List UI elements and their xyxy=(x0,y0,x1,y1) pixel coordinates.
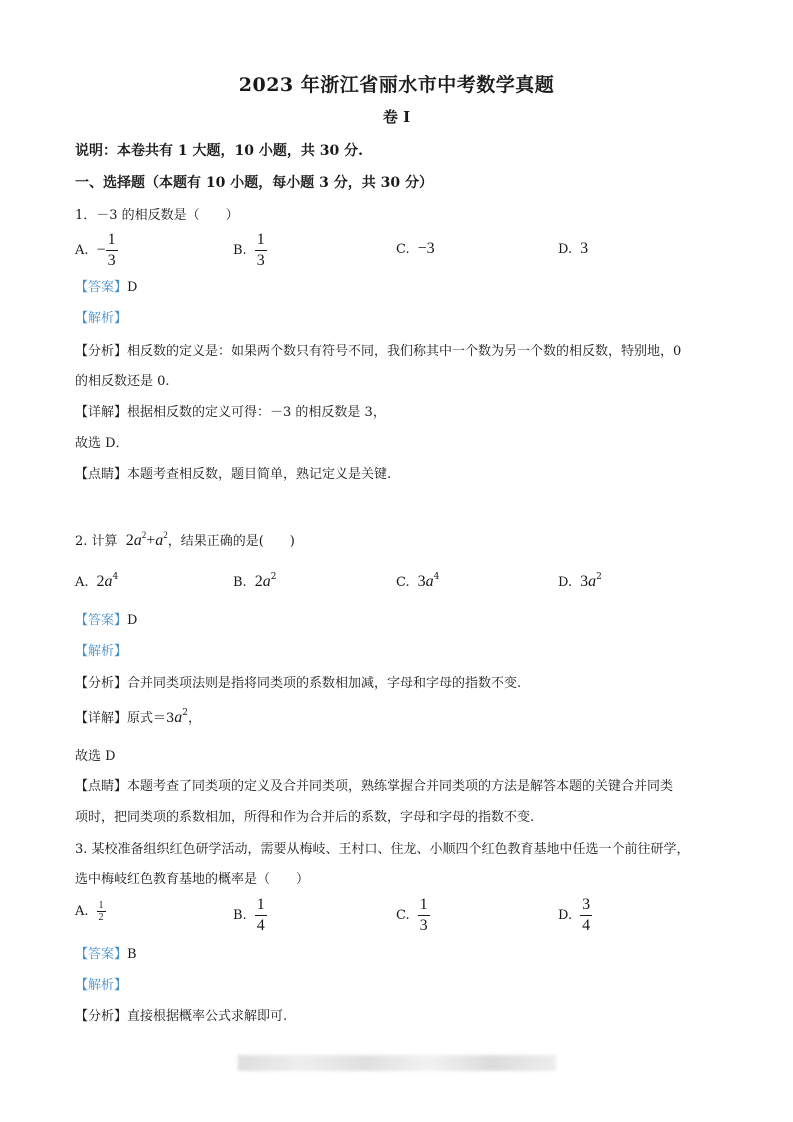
option-label: C. xyxy=(396,575,410,590)
numerator: 1 xyxy=(255,230,267,251)
q2-option-d xyxy=(558,572,602,591)
exponent: 2 xyxy=(270,572,277,582)
denominator: 3 xyxy=(107,252,116,269)
q1-xiangjie xyxy=(75,401,386,420)
q1-fenxi xyxy=(75,340,681,359)
fenxi-tag: 【分析】 xyxy=(75,344,128,359)
fenxi-tag: 【分析】 xyxy=(75,676,128,691)
option-label: C. xyxy=(396,908,410,923)
xiangjie-text: 根据相反数的定义可得：－3 的相反数是 3， xyxy=(127,405,386,420)
exponent: 4 xyxy=(433,572,440,582)
coef: 2 xyxy=(125,532,134,549)
numerator: 1 xyxy=(418,895,430,916)
minus-sign: − xyxy=(96,241,106,259)
q1-option-c xyxy=(396,240,435,258)
answer-value: B xyxy=(127,947,137,962)
fraction xyxy=(97,900,106,923)
coef: 2 xyxy=(254,573,263,590)
fraction xyxy=(255,895,267,936)
q2-option-c xyxy=(396,572,439,591)
answer-tag: 【答案】 xyxy=(75,947,128,962)
option-value: −3 xyxy=(417,240,435,257)
q3-option-a xyxy=(75,900,106,923)
q2-option-a xyxy=(75,572,118,591)
q2-dianjing xyxy=(75,775,673,794)
page-title: 2023 年浙江省丽水市中考数学真题 xyxy=(238,74,555,96)
xiangjie-tag: 【详解】 xyxy=(75,711,128,726)
var: a xyxy=(425,573,434,590)
option-label: D. xyxy=(558,575,573,590)
volume-label: 卷 I xyxy=(382,108,411,126)
dianjing-text: 本题考查了同类项的定义及合并同类项，熟练掌握合并同类项的方法是解答本题的关键合并同类 xyxy=(127,779,674,794)
numerator: 1 xyxy=(106,230,118,251)
exam-note: 说明：本卷共有 1 大题，10 小题，共 30 分. xyxy=(75,143,363,159)
option-label: B. xyxy=(233,908,247,923)
stem-prefix: 2. 计算 xyxy=(75,534,118,549)
q2-xiangjie xyxy=(75,707,201,727)
var: a xyxy=(588,573,597,590)
denominator: 2 xyxy=(98,912,104,923)
q3-option-c xyxy=(396,895,430,936)
denominator: 4 xyxy=(256,917,265,934)
answer-tag: 【答案】 xyxy=(75,613,128,628)
plus: + xyxy=(146,532,156,549)
exponent: 2 xyxy=(141,530,147,540)
dianjing-text: 本题考查相反数，题目简单，熟记定义是关键. xyxy=(127,467,392,482)
option-value: 3 xyxy=(580,240,589,257)
var: a xyxy=(174,709,183,726)
xiangjie-tag: 【详解】 xyxy=(75,405,128,420)
denominator: 3 xyxy=(419,917,428,934)
q3-option-b xyxy=(233,895,267,936)
fenxi-tag: 【分析】 xyxy=(75,1009,128,1024)
fenxi-text: 相反数的定义是：如果两个数只有符号不同，我们称其中一个数为另一个数的相反数，特别地，0 xyxy=(127,344,682,359)
exponent: 4 xyxy=(112,572,119,582)
answer-value: D xyxy=(127,280,138,295)
option-label: B. xyxy=(233,243,247,258)
exponent: 2 xyxy=(596,572,602,582)
var: a xyxy=(262,573,271,590)
q1-analysis-tag: 【解析】 xyxy=(75,311,128,326)
answer-value: D xyxy=(127,613,138,628)
fraction xyxy=(255,230,267,271)
q2-option-b xyxy=(233,572,276,591)
q1-choose: 故选 D． xyxy=(75,436,129,451)
numerator: 1 xyxy=(98,900,104,911)
var: a xyxy=(133,532,142,549)
q1-option-b xyxy=(233,230,267,271)
var: a xyxy=(104,573,113,590)
coef: 3 xyxy=(580,573,589,590)
q2-stem xyxy=(75,530,295,550)
q2-dianjing-cont: 项时，把同类项的系数相加，所得和作为合并后的系数，字母和字母的指数不变. xyxy=(75,810,535,825)
option-label: D. xyxy=(558,242,573,257)
xiangjie-suffix: ， xyxy=(188,711,202,726)
q1-option-a xyxy=(75,230,118,271)
q3-stem: 3. 某校准备组织红色研学活动，需要从梅岐、王村口、住龙、小顺四个红色教育基地中任选一个前往研学， xyxy=(75,842,690,857)
fraction xyxy=(580,895,592,936)
denominator: 4 xyxy=(582,917,591,934)
q1-answer xyxy=(75,276,137,295)
exponent: 2 xyxy=(163,530,168,540)
q2-fenxi xyxy=(75,672,521,691)
q1-dianjing xyxy=(75,463,391,482)
dianjing-tag: 【点睛】 xyxy=(75,779,128,794)
option-label: A. xyxy=(75,904,89,919)
option-label: B. xyxy=(233,575,247,590)
option-label: C. xyxy=(396,242,410,257)
coef: 3 xyxy=(417,573,426,590)
footer-watermark xyxy=(238,1055,556,1071)
fenxi-text: 直接根据概率公式求解即可. xyxy=(127,1009,288,1024)
dianjing-tag: 【点睛】 xyxy=(75,467,128,482)
q3-answer xyxy=(75,943,137,962)
q2-choose: 故选 D xyxy=(75,749,116,764)
q3-analysis-tag: 【解析】 xyxy=(75,978,128,993)
q3-stem-cont: 选中梅岐红色教育基地的概率是（ ） xyxy=(75,872,310,887)
answer-tag: 【答案】 xyxy=(75,280,128,295)
q1-stem: 1．－3 的相反数是（ ） xyxy=(75,208,239,223)
option-label: A. xyxy=(75,243,89,258)
xiangjie-text: 原式＝3 xyxy=(127,711,175,726)
stem-expression xyxy=(126,532,168,549)
stem-suffix: ，结果正确的是( ) xyxy=(167,534,295,549)
q3-option-d xyxy=(558,895,592,936)
var: a xyxy=(155,532,164,549)
exponent: 2 xyxy=(182,708,189,718)
option-label: D. xyxy=(558,908,573,923)
fraction xyxy=(418,895,430,936)
fraction xyxy=(106,230,118,271)
q2-answer xyxy=(75,609,137,628)
section-heading: 一、选择题（本题有 10 小题，每小题 3 分，共 30 分） xyxy=(75,175,433,191)
numerator: 3 xyxy=(580,895,592,916)
q1-option-d xyxy=(558,240,588,258)
denominator: 3 xyxy=(256,252,265,269)
q3-fenxi xyxy=(75,1005,287,1024)
fenxi-text: 合并同类项法则是指将同类项的系数相加减，字母和字母的指数不变. xyxy=(127,676,522,691)
numerator: 1 xyxy=(255,895,267,916)
option-label: A. xyxy=(75,575,89,590)
q1-fenxi-cont: 的相反数还是 0. xyxy=(75,374,170,389)
q2-analysis-tag: 【解析】 xyxy=(75,644,128,659)
coef: 2 xyxy=(96,573,105,590)
